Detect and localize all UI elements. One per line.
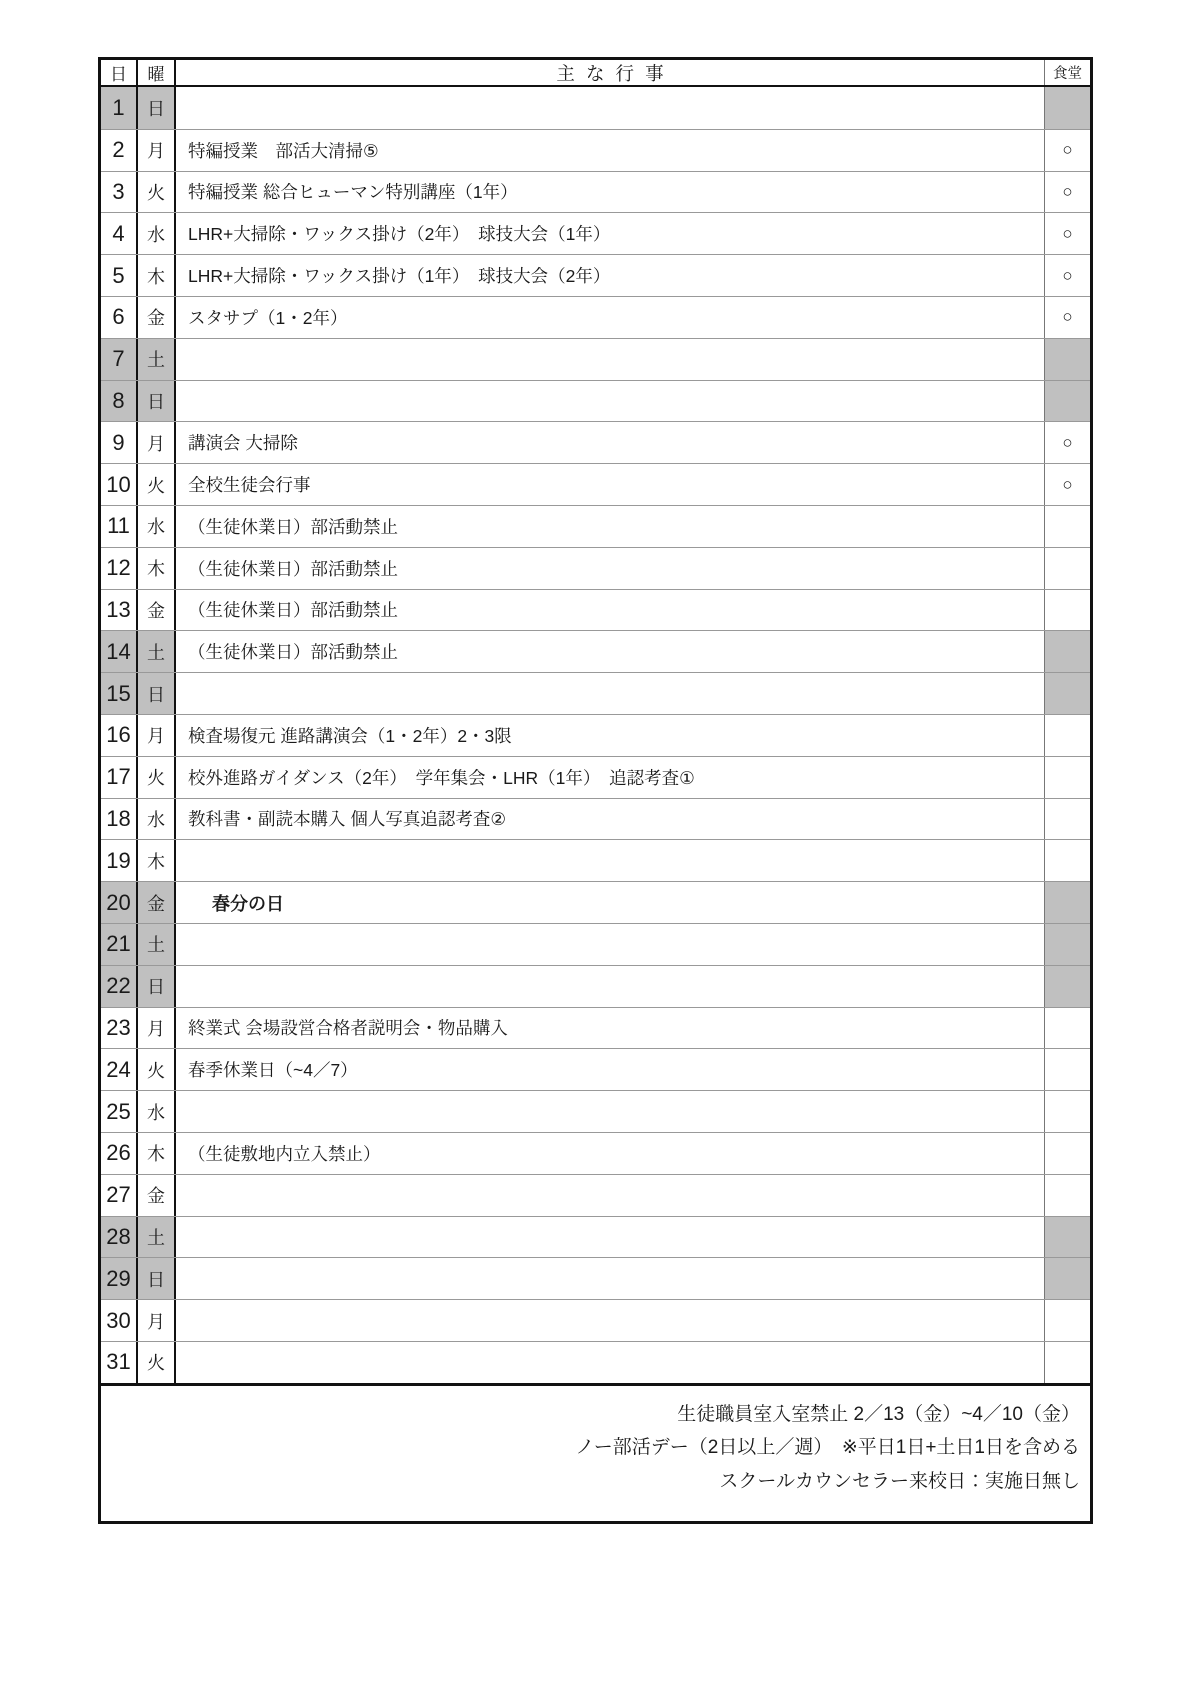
notes-section [101,1383,1090,1521]
weekday-cell: 金 [138,297,176,338]
canteen-mark-cell: ○ [1062,432,1073,452]
canteen-mark-cell [1045,548,1090,589]
calendar-row-12 [101,547,1090,589]
canteen-mark-cell: ○ [1062,307,1073,327]
calendar-row-3 [101,171,1090,213]
day-cell: 30 [101,1300,138,1341]
day-cell: 14 [101,631,138,672]
event-cell: 特編授業 部活大清掃⑤ [176,130,1045,171]
day-cell: 23 [101,1008,138,1049]
day-cell: 31 [101,1342,138,1383]
day-cell: 10 [101,464,138,505]
event-cell: （生徒休業日）部活動禁止 [176,631,1045,672]
weekday-cell: 火 [138,464,176,505]
canteen-mark-cell [1045,1300,1090,1341]
weekday-cell: 金 [138,1175,176,1216]
weekday-cell: 火 [138,1342,176,1383]
day-cell: 16 [101,715,138,756]
calendar-row-10 [101,463,1090,505]
day-cell: 21 [101,924,138,965]
canteen-mark-cell [1045,1258,1090,1299]
canteen-mark-cell [1045,673,1090,714]
event-cell: 校外進路ガイダンス（2年） 学年集会・LHR（1年） 追認考査① [176,757,1045,798]
day-cell: 27 [101,1175,138,1216]
canteen-mark-cell: ○ [1062,181,1073,201]
event-cell [176,1258,1045,1299]
canteen-mark-cell [1045,840,1090,881]
calendar-row-24 [101,1048,1090,1090]
canteen-mark-cell [1045,924,1090,965]
event-cell: 春分の日 [176,882,1045,923]
calendar-row-18 [101,798,1090,840]
day-cell: 9 [101,422,138,463]
event-cell: （生徒休業日）部活動禁止 [176,590,1045,631]
calendar-row-5 [101,254,1090,296]
day-cell: 12 [101,548,138,589]
event-cell: 春季休業日（~4／7） [176,1049,1045,1090]
event-cell: 教科書・副読本購入 個人写真追認考査② [176,799,1045,840]
day-cell: 20 [101,882,138,923]
canteen-mark-cell [1045,590,1090,631]
day-cell: 26 [101,1133,138,1174]
calendar-row-26 [101,1132,1090,1174]
event-cell [176,339,1045,380]
calendar-row-8 [101,380,1090,422]
calendar-row-21 [101,923,1090,965]
event-cell: （生徒敷地内立入禁止） [176,1133,1045,1174]
event-cell [176,966,1045,1007]
weekday-cell: 土 [138,924,176,965]
day-cell: 11 [101,506,138,547]
event-cell [176,924,1045,965]
day-cell: 1 [101,87,138,129]
day-cell: 13 [101,590,138,631]
header-main-events: 主な行事 [176,60,1045,85]
calendar-row-19 [101,839,1090,881]
weekday-cell: 木 [138,840,176,881]
canteen-mark-cell [1045,757,1090,798]
weekday-cell: 水 [138,213,176,254]
canteen-mark-cell: ○ [1062,265,1073,285]
calendar-row-29 [101,1257,1090,1299]
day-cell: 22 [101,966,138,1007]
calendar-row-13 [101,589,1090,631]
day-cell: 5 [101,255,138,296]
weekday-cell: 日 [138,966,176,1007]
calendar-row-20 [101,881,1090,923]
canteen-mark-cell [1045,339,1090,380]
header-canteen: 食堂 [1053,66,1082,82]
calendar-row-25 [101,1090,1090,1132]
weekday-cell: 土 [138,631,176,672]
canteen-mark-cell [1045,1342,1090,1383]
calendar-rows [101,87,1090,1383]
calendar-row-4 [101,212,1090,254]
event-cell [176,1342,1045,1383]
day-cell: 25 [101,1091,138,1132]
table-header-row [101,60,1090,87]
canteen-mark-cell [1045,381,1090,422]
weekday-cell: 月 [138,130,176,171]
canteen-mark-cell: ○ [1062,223,1073,243]
event-cell: 講演会 大掃除 [176,422,1045,463]
calendar-row-23 [101,1007,1090,1049]
weekday-cell: 土 [138,339,176,380]
weekday-cell: 火 [138,757,176,798]
day-cell: 3 [101,172,138,213]
event-cell [176,840,1045,881]
note-school-counselor: スクールカウンセラー来校日：実施日無し [719,1470,1080,1492]
calendar-row-31 [101,1341,1090,1383]
day-cell: 7 [101,339,138,380]
event-cell: （生徒休業日）部活動禁止 [176,506,1045,547]
calendar-row-1 [101,87,1090,129]
weekday-cell: 木 [138,1133,176,1174]
canteen-mark-cell: ○ [1062,140,1073,160]
weekday-cell: 日 [138,381,176,422]
event-cell: 検査場復元 進路講演会（1・2年）2・3限 [176,715,1045,756]
event-cell [176,1300,1045,1341]
canteen-mark-cell [1045,87,1090,129]
event-cell: LHR+大掃除・ワックス掛け（1年） 球技大会（2年） [176,255,1045,296]
event-cell [176,1091,1045,1132]
weekday-cell: 火 [138,1049,176,1090]
canteen-mark-cell [1045,966,1090,1007]
day-cell: 15 [101,673,138,714]
weekday-cell: 金 [138,882,176,923]
weekday-cell: 日 [138,87,176,129]
weekday-cell: 月 [138,1300,176,1341]
weekday-cell: 水 [138,1091,176,1132]
canteen-mark-cell [1045,1133,1090,1174]
weekday-cell: 月 [138,715,176,756]
day-cell: 17 [101,757,138,798]
day-cell: 2 [101,130,138,171]
weekday-cell: 日 [138,1258,176,1299]
calendar-row-2 [101,129,1090,171]
canteen-mark-cell [1045,715,1090,756]
calendar-row-6 [101,296,1090,338]
day-cell: 8 [101,381,138,422]
weekday-cell: 木 [138,255,176,296]
day-cell: 6 [101,297,138,338]
event-cell: LHR+大掃除・ワックス掛け（2年） 球技大会（1年） [176,213,1045,254]
canteen-mark-cell [1045,1008,1090,1049]
canteen-mark-cell [1045,1091,1090,1132]
day-cell: 4 [101,213,138,254]
calendar-row-27 [101,1174,1090,1216]
day-cell: 28 [101,1217,138,1258]
event-cell: 終業式 会場設営合格者説明会・物品購入 [176,1008,1045,1049]
note-staffroom-restriction: 生徒職員室入室禁止 2／13（金）~4／10（金） [677,1403,1080,1425]
event-cell: （生徒休業日）部活動禁止 [176,548,1045,589]
calendar-row-16 [101,714,1090,756]
canteen-mark-cell: ○ [1062,474,1073,494]
weekday-cell: 木 [138,548,176,589]
calendar-row-30 [101,1299,1090,1341]
day-cell: 18 [101,799,138,840]
weekday-cell: 月 [138,422,176,463]
calendar-row-28 [101,1216,1090,1258]
canteen-mark-cell [1045,799,1090,840]
weekday-cell: 土 [138,1217,176,1258]
calendar-row-9 [101,421,1090,463]
canteen-mark-cell [1045,1049,1090,1090]
weekday-cell: 水 [138,799,176,840]
canteen-mark-cell [1045,506,1090,547]
event-cell: スタサプ（1・2年） [176,297,1045,338]
calendar-row-17 [101,756,1090,798]
calendar-row-14 [101,630,1090,672]
calendar-row-22 [101,965,1090,1007]
calendar-row-7 [101,338,1090,380]
canteen-mark-cell [1045,882,1090,923]
note-no-club-day: ノー部活デー（2日以上／週） ※平日1日+土日1日を含める [575,1437,1080,1459]
header-day: 日 [101,60,138,85]
day-cell: 29 [101,1258,138,1299]
event-cell [176,1175,1045,1216]
weekday-cell: 日 [138,673,176,714]
event-cell [176,1217,1045,1258]
event-cell: 特編授業 総合ヒューマン特別講座（1年） [176,172,1045,213]
weekday-cell: 水 [138,506,176,547]
calendar-row-15 [101,672,1090,714]
monthly-schedule-table [98,57,1093,1524]
event-cell [176,673,1045,714]
calendar-row-11 [101,505,1090,547]
weekday-cell: 金 [138,590,176,631]
canteen-mark-cell [1045,1217,1090,1258]
day-cell: 24 [101,1049,138,1090]
event-cell [176,381,1045,422]
canteen-mark-cell [1045,1175,1090,1216]
header-weekday: 曜 [138,60,176,85]
weekday-cell: 火 [138,172,176,213]
day-cell: 19 [101,840,138,881]
event-cell: 全校生徒会行事 [176,464,1045,505]
weekday-cell: 月 [138,1008,176,1049]
canteen-mark-cell [1045,631,1090,672]
event-cell [176,87,1045,129]
